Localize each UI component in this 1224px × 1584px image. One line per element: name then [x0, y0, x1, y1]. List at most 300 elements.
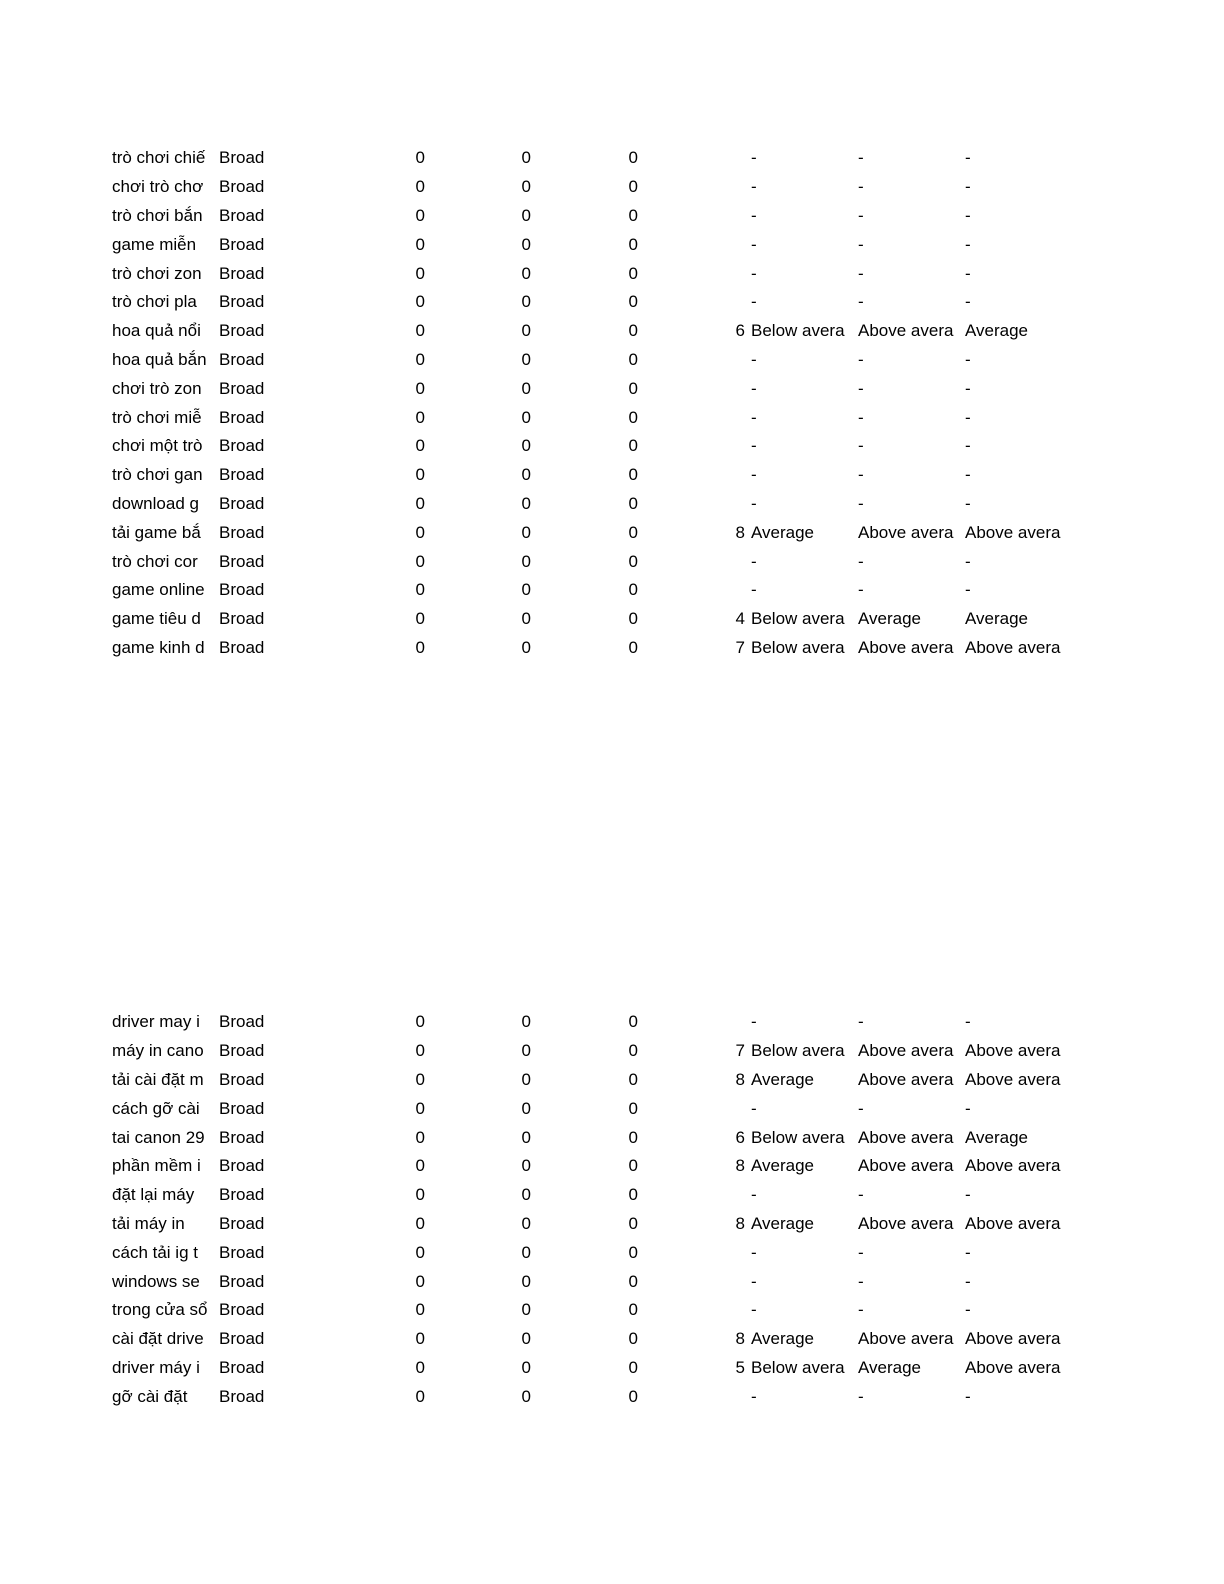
competition-cell-1: Average	[751, 1329, 815, 1349]
competition-cell-3: Average	[965, 321, 1029, 341]
match-type-cell: Broad	[219, 1012, 265, 1032]
competition-cell-2: -	[858, 1185, 864, 1205]
table-row	[0, 144, 1224, 173]
competition-cell-2: Above avera	[858, 321, 954, 341]
competition-cell-3: Above avera	[965, 522, 1061, 542]
competition-cell-2: Above avera	[858, 1127, 954, 1147]
keyword-cell: game tiêu d	[112, 609, 201, 629]
match-type-cell: Broad	[219, 407, 265, 427]
metric-cell-1: 0	[415, 148, 425, 168]
competition-cell-1: -	[751, 436, 757, 456]
table-row	[0, 490, 1224, 519]
metric-cell-3: 0	[628, 1012, 638, 1032]
competition-cell-2: -	[858, 1242, 864, 1262]
metric-cell-2: 0	[521, 1213, 531, 1233]
competition-cell-3: Above avera	[965, 1329, 1061, 1349]
metric-cell-1: 0	[415, 1041, 425, 1061]
metric-cell-2: 0	[521, 1098, 531, 1118]
competition-cell-3: Above avera	[965, 1213, 1061, 1233]
keyword-cell: driver máy i	[112, 1357, 200, 1377]
score-cell: 8	[735, 1156, 745, 1176]
competition-cell-2: Above avera	[858, 1329, 954, 1349]
match-type-cell: Broad	[219, 292, 265, 312]
competition-cell-3: Above avera	[965, 1156, 1061, 1176]
metric-cell-2: 0	[521, 349, 531, 369]
metric-cell-3: 0	[628, 177, 638, 197]
table-row	[0, 1267, 1224, 1296]
keyword-cell: tải cài đặt m	[112, 1069, 204, 1089]
competition-cell-2: -	[858, 1271, 864, 1291]
competition-cell-1: -	[751, 1300, 757, 1320]
metric-cell-1: 0	[415, 465, 425, 485]
keyword-cell: trò chơi chiế	[112, 148, 206, 168]
competition-cell-2: Above avera	[858, 637, 954, 657]
competition-cell-3: Above avera	[965, 1041, 1061, 1061]
match-type-cell: Broad	[219, 551, 265, 571]
competition-cell-3: -	[965, 1300, 971, 1320]
table-row	[0, 202, 1224, 231]
metric-cell-1: 0	[415, 493, 425, 513]
competition-cell-1: -	[751, 1271, 757, 1291]
competition-cell-2: -	[858, 177, 864, 197]
metric-cell-2: 0	[521, 378, 531, 398]
competition-cell-1: -	[751, 378, 757, 398]
metric-cell-1: 0	[415, 1156, 425, 1176]
competition-cell-1: -	[751, 263, 757, 283]
competition-cell-2: -	[858, 263, 864, 283]
match-type-cell: Broad	[219, 349, 265, 369]
metric-cell-3: 0	[628, 1271, 638, 1291]
match-type-cell: Broad	[219, 1127, 265, 1147]
competition-cell-3: -	[965, 349, 971, 369]
competition-cell-1: Average	[751, 522, 815, 542]
metric-cell-1: 0	[415, 1357, 425, 1377]
match-type-cell: Broad	[219, 1242, 265, 1262]
competition-cell-2: Average	[858, 609, 922, 629]
keyword-cell: game miễn	[112, 234, 197, 254]
metric-cell-2: 0	[521, 637, 531, 657]
table-row	[0, 374, 1224, 403]
competition-cell-3: -	[965, 148, 971, 168]
competition-cell-1: Below avera	[751, 321, 845, 341]
metric-cell-3: 0	[628, 263, 638, 283]
table-row	[0, 1296, 1224, 1325]
metric-cell-3: 0	[628, 1069, 638, 1089]
competition-cell-3: -	[965, 1242, 971, 1262]
competition-cell-1: -	[751, 493, 757, 513]
competition-cell-2: -	[858, 1386, 864, 1406]
metric-cell-1: 0	[415, 551, 425, 571]
table-row	[0, 1152, 1224, 1181]
competition-cell-2: Above avera	[858, 1041, 954, 1061]
metric-cell-1: 0	[415, 349, 425, 369]
metric-cell-3: 0	[628, 1127, 638, 1147]
competition-cell-2: -	[858, 205, 864, 225]
metric-cell-1: 0	[415, 436, 425, 456]
competition-cell-3: -	[965, 1098, 971, 1118]
keyword-cell: đặt lại máy	[112, 1185, 195, 1205]
competition-cell-1: -	[751, 349, 757, 369]
score-cell: 6	[735, 1127, 745, 1147]
competition-cell-1: -	[751, 465, 757, 485]
keyword-cell: trò chơi bắn	[112, 205, 203, 225]
metric-cell-3: 0	[628, 637, 638, 657]
metric-cell-3: 0	[628, 234, 638, 254]
match-type-cell: Broad	[219, 493, 265, 513]
keyword-cell: trò chơi cor	[112, 551, 198, 571]
score-cell: 4	[735, 609, 745, 629]
keyword-cell: cách gỡ cài	[112, 1098, 200, 1118]
metric-cell-3: 0	[628, 1329, 638, 1349]
metric-cell-2: 0	[521, 1242, 531, 1262]
keyword-cell: hoa quả bắn	[112, 349, 207, 369]
competition-cell-3: -	[965, 1185, 971, 1205]
table-row	[0, 259, 1224, 288]
match-type-cell: Broad	[219, 1098, 265, 1118]
score-cell: 7	[735, 637, 745, 657]
metric-cell-1: 0	[415, 1300, 425, 1320]
competition-cell-2: -	[858, 378, 864, 398]
match-type-cell: Broad	[219, 177, 265, 197]
competition-cell-1: -	[751, 148, 757, 168]
metric-cell-3: 0	[628, 205, 638, 225]
competition-cell-2: -	[858, 580, 864, 600]
metric-cell-2: 0	[521, 205, 531, 225]
match-type-cell: Broad	[219, 1185, 265, 1205]
competition-cell-2: -	[858, 148, 864, 168]
table-row	[0, 1037, 1224, 1066]
competition-cell-1: -	[751, 1185, 757, 1205]
competition-cell-1: Below avera	[751, 609, 845, 629]
table-row	[0, 1382, 1224, 1411]
keyword-cell: trò chơi miễ	[112, 407, 202, 427]
table-row	[0, 1238, 1224, 1267]
metric-cell-3: 0	[628, 465, 638, 485]
metric-cell-1: 0	[415, 609, 425, 629]
metric-cell-3: 0	[628, 609, 638, 629]
keyword-cell: tải máy in	[112, 1213, 185, 1233]
table-row	[0, 288, 1224, 317]
competition-cell-1: -	[751, 205, 757, 225]
metric-cell-3: 0	[628, 1156, 638, 1176]
competition-cell-3: -	[965, 205, 971, 225]
metric-cell-3: 0	[628, 1242, 638, 1262]
match-type-cell: Broad	[219, 609, 265, 629]
table-row	[0, 317, 1224, 346]
keyword-cell: game kinh d	[112, 637, 205, 657]
metric-cell-1: 0	[415, 205, 425, 225]
keyword-cell: trò chơi zon	[112, 263, 202, 283]
competition-cell-2: -	[858, 465, 864, 485]
metric-cell-2: 0	[521, 580, 531, 600]
table-row	[0, 547, 1224, 576]
competition-cell-1: Below avera	[751, 637, 845, 657]
keyword-cell: cách tải ig t	[112, 1242, 198, 1262]
keyword-cell: trò chơi pla	[112, 292, 197, 312]
metric-cell-1: 0	[415, 292, 425, 312]
competition-cell-1: Average	[751, 1156, 815, 1176]
competition-cell-3: Above avera	[965, 1069, 1061, 1089]
match-type-cell: Broad	[219, 378, 265, 398]
match-type-cell: Broad	[219, 263, 265, 283]
table-row	[0, 1066, 1224, 1095]
score-cell: 8	[735, 1213, 745, 1233]
table-row	[0, 1181, 1224, 1210]
match-type-cell: Broad	[219, 1271, 265, 1291]
competition-cell-1: -	[751, 234, 757, 254]
keyword-cell: tải game bắ	[112, 522, 201, 542]
competition-cell-2: Above avera	[858, 1069, 954, 1089]
metric-cell-2: 0	[521, 609, 531, 629]
metric-cell-2: 0	[521, 493, 531, 513]
table-row	[0, 605, 1224, 634]
table-row	[0, 230, 1224, 259]
metric-cell-2: 0	[521, 263, 531, 283]
metric-cell-2: 0	[521, 1300, 531, 1320]
metric-cell-1: 0	[415, 1098, 425, 1118]
metric-cell-3: 0	[628, 1041, 638, 1061]
metric-cell-2: 0	[521, 1012, 531, 1032]
competition-cell-3: -	[965, 1386, 971, 1406]
metric-cell-2: 0	[521, 1069, 531, 1089]
metric-cell-2: 0	[521, 465, 531, 485]
match-type-cell: Broad	[219, 1386, 265, 1406]
competition-cell-3: -	[965, 580, 971, 600]
competition-cell-1: -	[751, 407, 757, 427]
keyword-cell: tai canon 29	[112, 1127, 205, 1147]
competition-cell-2: -	[858, 551, 864, 571]
score-cell: 8	[735, 1329, 745, 1349]
keyword-cell: trò chơi gan	[112, 465, 203, 485]
metric-cell-1: 0	[415, 1242, 425, 1262]
competition-cell-1: -	[751, 177, 757, 197]
match-type-cell: Broad	[219, 321, 265, 341]
competition-cell-3: -	[965, 436, 971, 456]
competition-cell-1: Average	[751, 1213, 815, 1233]
competition-cell-2: Above avera	[858, 1156, 954, 1176]
metric-cell-2: 0	[521, 148, 531, 168]
metric-cell-1: 0	[415, 580, 425, 600]
competition-cell-1: Below avera	[751, 1127, 845, 1147]
match-type-cell: Broad	[219, 436, 265, 456]
competition-cell-3: -	[965, 177, 971, 197]
metric-cell-1: 0	[415, 1271, 425, 1291]
match-type-cell: Broad	[219, 465, 265, 485]
metric-cell-1: 0	[415, 407, 425, 427]
metric-cell-2: 0	[521, 551, 531, 571]
metric-cell-1: 0	[415, 522, 425, 542]
score-cell: 8	[735, 522, 745, 542]
metric-cell-2: 0	[521, 407, 531, 427]
metric-cell-3: 0	[628, 1357, 638, 1377]
competition-cell-2: -	[858, 493, 864, 513]
competition-cell-3: Above avera	[965, 1357, 1061, 1377]
competition-cell-2: -	[858, 407, 864, 427]
competition-cell-3: Average	[965, 1127, 1029, 1147]
competition-cell-2: -	[858, 234, 864, 254]
competition-cell-3: Above avera	[965, 637, 1061, 657]
metric-cell-3: 0	[628, 292, 638, 312]
metric-cell-1: 0	[415, 1213, 425, 1233]
metric-cell-1: 0	[415, 1185, 425, 1205]
keyword-cell: game online	[112, 580, 205, 600]
table-row	[0, 518, 1224, 547]
metric-cell-3: 0	[628, 493, 638, 513]
match-type-cell: Broad	[219, 205, 265, 225]
keyword-cell: phần mềm i	[112, 1156, 201, 1176]
metric-cell-2: 0	[521, 1156, 531, 1176]
competition-cell-3: Average	[965, 609, 1029, 629]
metric-cell-3: 0	[628, 580, 638, 600]
metric-cell-3: 0	[628, 1386, 638, 1406]
table-row	[0, 576, 1224, 605]
competition-cell-3: -	[965, 292, 971, 312]
table-row	[0, 1210, 1224, 1239]
competition-cell-1: Average	[751, 1069, 815, 1089]
metric-cell-3: 0	[628, 436, 638, 456]
metric-cell-2: 0	[521, 436, 531, 456]
metric-cell-3: 0	[628, 378, 638, 398]
match-type-cell: Broad	[219, 1156, 265, 1176]
metric-cell-2: 0	[521, 1386, 531, 1406]
metric-cell-1: 0	[415, 177, 425, 197]
keyword-cell: trong cửa sổ	[112, 1300, 208, 1320]
metric-cell-1: 0	[415, 234, 425, 254]
metric-cell-2: 0	[521, 321, 531, 341]
competition-cell-3: -	[965, 234, 971, 254]
table-row	[0, 1123, 1224, 1152]
keyword-cell: gỡ cài đặt	[112, 1386, 188, 1406]
metric-cell-3: 0	[628, 1300, 638, 1320]
metric-cell-2: 0	[521, 234, 531, 254]
match-type-cell: Broad	[219, 1069, 265, 1089]
metric-cell-2: 0	[521, 1127, 531, 1147]
competition-cell-3: -	[965, 1012, 971, 1032]
competition-cell-1: -	[751, 1012, 757, 1032]
match-type-cell: Broad	[219, 234, 265, 254]
competition-cell-2: Above avera	[858, 522, 954, 542]
match-type-cell: Broad	[219, 580, 265, 600]
metric-cell-3: 0	[628, 551, 638, 571]
metric-cell-1: 0	[415, 1012, 425, 1032]
competition-cell-2: -	[858, 1012, 864, 1032]
metric-cell-1: 0	[415, 637, 425, 657]
match-type-cell: Broad	[219, 1329, 265, 1349]
table-row	[0, 1354, 1224, 1383]
table-row	[0, 1325, 1224, 1354]
metric-cell-3: 0	[628, 1098, 638, 1118]
table-row	[0, 1094, 1224, 1123]
match-type-cell: Broad	[219, 1041, 265, 1061]
table-row	[0, 403, 1224, 432]
metric-cell-1: 0	[415, 321, 425, 341]
metric-cell-1: 0	[415, 1127, 425, 1147]
metric-cell-1: 0	[415, 1069, 425, 1089]
metric-cell-1: 0	[415, 263, 425, 283]
metric-cell-3: 0	[628, 148, 638, 168]
competition-cell-3: -	[965, 378, 971, 398]
match-type-cell: Broad	[219, 1357, 265, 1377]
competition-cell-3: -	[965, 263, 971, 283]
table-row	[0, 432, 1224, 461]
competition-cell-1: -	[751, 1242, 757, 1262]
metric-cell-1: 0	[415, 1386, 425, 1406]
score-cell: 8	[735, 1069, 745, 1089]
competition-cell-3: -	[965, 407, 971, 427]
metric-cell-3: 0	[628, 1185, 638, 1205]
competition-cell-1: -	[751, 1098, 757, 1118]
competition-cell-2: -	[858, 436, 864, 456]
metric-cell-3: 0	[628, 407, 638, 427]
keyword-cell: hoa quả nổi	[112, 321, 201, 341]
competition-cell-2: Average	[858, 1357, 922, 1377]
metric-cell-3: 0	[628, 321, 638, 341]
competition-cell-1: -	[751, 292, 757, 312]
keyword-cell: driver may i	[112, 1012, 200, 1032]
metric-cell-2: 0	[521, 1271, 531, 1291]
metric-cell-1: 0	[415, 378, 425, 398]
metric-cell-2: 0	[521, 1357, 531, 1377]
metric-cell-2: 0	[521, 292, 531, 312]
score-cell: 6	[735, 321, 745, 341]
metric-cell-2: 0	[521, 1041, 531, 1061]
match-type-cell: Broad	[219, 1213, 265, 1233]
competition-cell-1: -	[751, 1386, 757, 1406]
match-type-cell: Broad	[219, 1300, 265, 1320]
table-row	[0, 173, 1224, 202]
score-cell: 5	[735, 1357, 745, 1377]
competition-cell-2: -	[858, 1300, 864, 1320]
competition-cell-2: -	[858, 349, 864, 369]
competition-cell-1: -	[751, 580, 757, 600]
metric-cell-3: 0	[628, 349, 638, 369]
competition-cell-1: Below avera	[751, 1357, 845, 1377]
metric-cell-1: 0	[415, 1329, 425, 1349]
competition-cell-2: -	[858, 1098, 864, 1118]
metric-cell-3: 0	[628, 1213, 638, 1233]
match-type-cell: Broad	[219, 148, 265, 168]
competition-cell-1: Below avera	[751, 1041, 845, 1061]
competition-cell-3: -	[965, 1271, 971, 1291]
competition-cell-2: Above avera	[858, 1213, 954, 1233]
score-cell: 7	[735, 1041, 745, 1061]
keyword-table-section-top	[0, 144, 1224, 662]
metric-cell-2: 0	[521, 1329, 531, 1349]
keyword-cell: cài đặt drive	[112, 1329, 204, 1349]
keyword-cell: máy in cano	[112, 1041, 204, 1061]
keyword-cell: download g	[112, 493, 199, 513]
competition-cell-3: -	[965, 551, 971, 571]
competition-cell-1: -	[751, 551, 757, 571]
keyword-cell: chơi trò zon	[112, 378, 202, 398]
table-row	[0, 461, 1224, 490]
keyword-cell: chơi một trò	[112, 436, 203, 456]
metric-cell-2: 0	[521, 522, 531, 542]
keyword-table-section-bottom	[0, 1008, 1224, 1411]
match-type-cell: Broad	[219, 637, 265, 657]
table-row	[0, 1008, 1224, 1037]
competition-cell-2: -	[858, 292, 864, 312]
competition-cell-3: -	[965, 493, 971, 513]
metric-cell-2: 0	[521, 1185, 531, 1205]
table-row	[0, 346, 1224, 375]
metric-cell-3: 0	[628, 522, 638, 542]
competition-cell-3: -	[965, 465, 971, 485]
metric-cell-2: 0	[521, 177, 531, 197]
keyword-cell: chơi trò chơ	[112, 177, 204, 197]
table-row	[0, 634, 1224, 663]
keyword-cell: windows se	[112, 1271, 200, 1291]
